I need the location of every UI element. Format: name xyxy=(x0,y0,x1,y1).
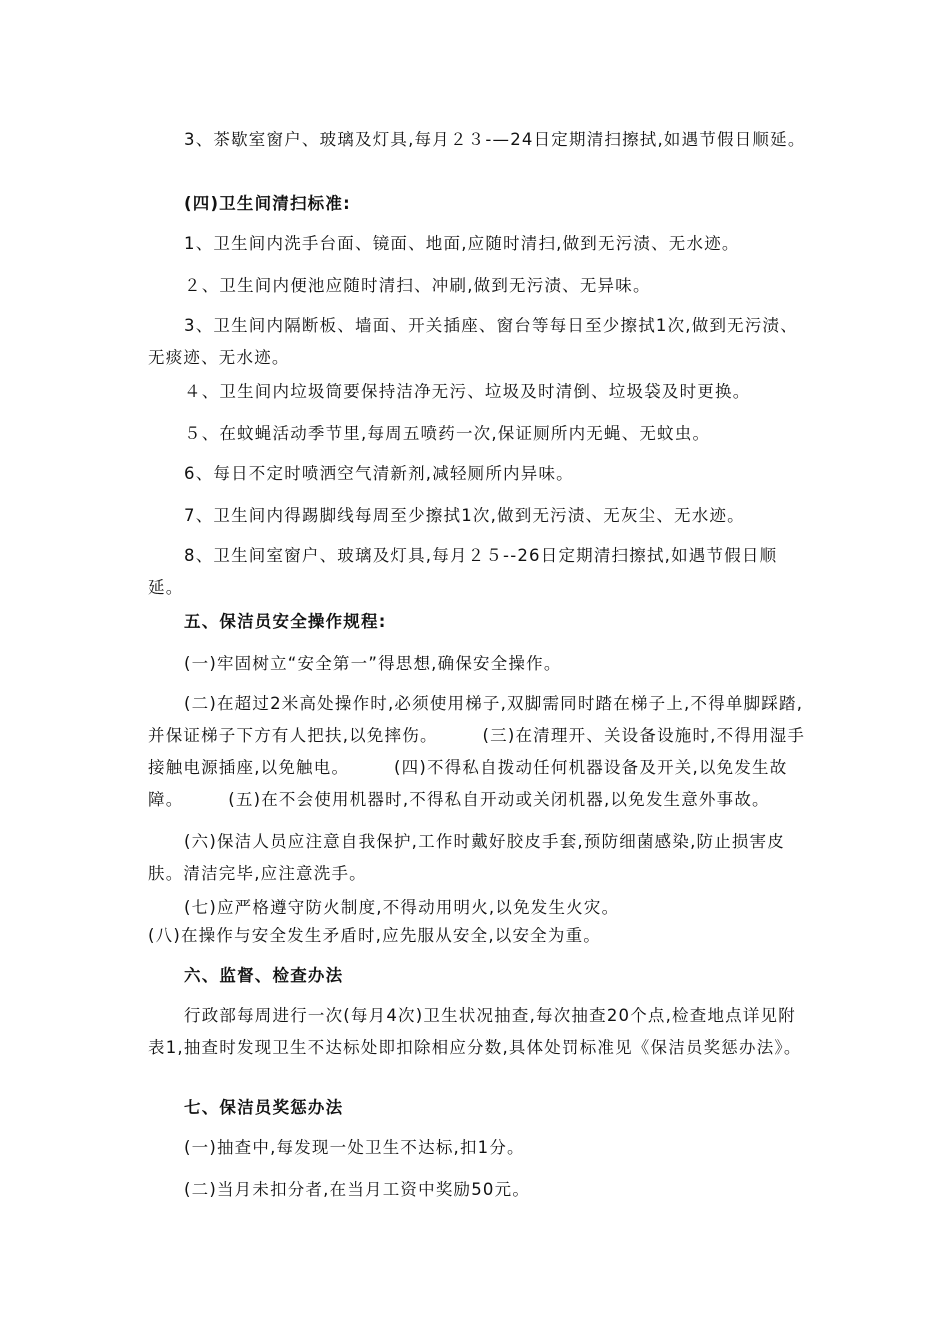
paragraph-rewards-1: (一)抽查中,每发现一处卫生不达标,扣1分。 xyxy=(184,1138,525,1157)
paragraph-rewards-2: (二)当月未扣分者,在当月工资中奖励50元。 xyxy=(184,1180,531,1199)
paragraph-restroom-item-5: ５、在蚊蝇活动季节里,每周五喷药一次,保证厕所内无蝇、无蚊虫。 xyxy=(184,424,711,443)
paragraph-restroom-item-4: ４、卫生间内垃圾筒要保持洁净无污、垃圾及时清倒、垃圾袋及时更换。 xyxy=(184,382,751,401)
paragraph-safety-8: (八)在操作与安全发生矛盾时,应先服从安全,以安全为重。 xyxy=(148,926,601,945)
paragraph-safety-2-5: (二)在超过2米高处操作时,必须使用梯子,双脚需同时踏在梯子上,不得单脚踩踏,并保证梯子下方有人把扶,以免摔伤。 (三)在清理开、关设备设施时,不得用湿手接触电源插座,以免触电。 (四)不得私自拨动任何机器设备及开关,以免发生故障。 (五)在不会使用机器时,不得私自开动或关闭机器,以免发生意外事故。 xyxy=(148,694,806,809)
section-heading-rewards-penalties: 七、保洁员奖惩办法 xyxy=(184,1098,344,1117)
paragraph-restroom-item-7: 7、卫生间内得踢脚线每周至少擦拭1次,做到无污渍、无灰尘、无水迹。 xyxy=(184,506,745,525)
paragraph-restroom-item-8: 8、卫生间室窗户、玻璃及灯具,每月２５--26日定期清扫擦拭,如遇节假日顺延。 xyxy=(148,546,778,597)
paragraph-safety-1: (一)牢固树立“安全第一”得思想,确保安全操作。 xyxy=(184,654,562,673)
paragraph-restroom-item-6: 6、每日不定时喷洒空气清新剂,减轻厕所内异味。 xyxy=(184,464,574,483)
paragraph-tea-room-windows: 3、茶歇室窗户、玻璃及灯具,每月２３-—24日定期清扫擦拭,如遇节假日顺延。 xyxy=(184,130,806,149)
paragraph-restroom-item-3: 3、卫生间内隔断板、墙面、开关插座、窗台等每日至少擦拭1次,做到无污渍、无痰迹、无水迹。 xyxy=(148,316,798,367)
section-heading-supervision: 六、监督、检查办法 xyxy=(184,966,344,985)
paragraph-safety-7: (七)应严格遵守防火制度,不得动用明火,以免发生火灾。 xyxy=(184,898,620,917)
section-heading-safety-rules: 五、保洁员安全操作规程: xyxy=(184,612,387,631)
paragraph-restroom-item-1: 1、卫生间内洗手台面、镜面、地面,应随时清扫,做到无污渍、无水迹。 xyxy=(184,234,740,253)
paragraph-supervision: 行政部每周进行一次(每月4次)卫生状况抽查,每次抽查20个点,检查地点详见附表1,抽查时发现卫生不达标处即扣除相应分数,具体处罚标准见《保洁员奖惩办法》。 xyxy=(148,1006,802,1057)
section-heading-restroom-standards: (四)卫生间清扫标准: xyxy=(184,194,351,213)
paragraph-restroom-item-2: ２、卫生间内便池应随时清扫、冲刷,做到无污渍、无异味。 xyxy=(184,276,651,295)
paragraph-safety-6: (六)保洁人员应注意自我保护,工作时戴好胶皮手套,预防细菌感染,防止损害皮肤。清洁完毕,应注意洗手。 xyxy=(148,832,786,883)
